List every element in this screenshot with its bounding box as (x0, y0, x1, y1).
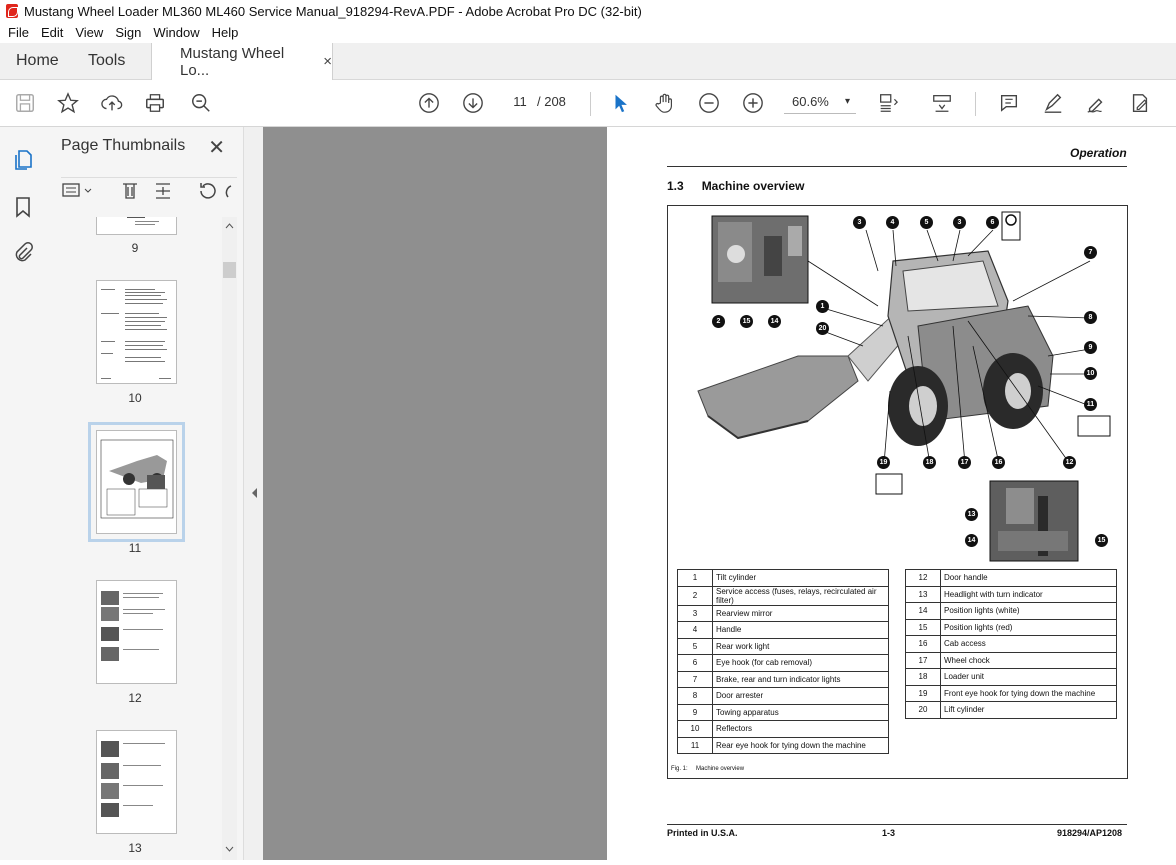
table-row: 18 Loader unit (906, 669, 1117, 686)
menu-file[interactable]: File (8, 25, 29, 40)
header-rule (667, 166, 1127, 167)
page-thumbnail-10[interactable] (96, 280, 177, 384)
tie-down-symbol-icon (876, 474, 902, 494)
parts-table-left (677, 569, 889, 754)
acrobat-logo-icon (6, 4, 18, 18)
menu-view[interactable]: View (75, 25, 104, 40)
callout-14b: 14 (965, 534, 978, 547)
bookmark-star-icon[interactable] (56, 91, 80, 115)
figure-caption-number: Fig. 1: (671, 766, 688, 772)
page-thumbnail-9[interactable] (96, 217, 177, 235)
thumbnail-label: 10 (128, 391, 142, 405)
page-thumbnails-icon[interactable] (11, 148, 35, 172)
callout-20: 20 (816, 322, 829, 335)
figure-caption (671, 766, 744, 772)
table-row: 7 Brake, rear and turn indicator lights (678, 671, 889, 688)
tab-close-icon[interactable]: × (323, 53, 332, 70)
window-title: Mustang Wheel Loader ML360 ML460 Service Manual_918294-RevA.PDF - Adobe Acrobat Pro DC (32-bit) (24, 3, 642, 19)
callout-3: 3 (853, 216, 866, 229)
menu-window[interactable]: Window (153, 25, 200, 40)
parts-table-right (905, 569, 1117, 719)
tie-down-symbol-icon (1078, 416, 1110, 436)
close-icon[interactable]: ✕ (208, 137, 225, 159)
chevron-down-icon: ▾ (844, 96, 850, 107)
select-cursor-icon[interactable] (609, 91, 633, 115)
callout-15b: 15 (1095, 534, 1108, 547)
callout-9: 9 (1084, 341, 1097, 354)
print-icon[interactable] (143, 91, 167, 115)
page-total: / 208 (537, 94, 566, 109)
prev-page-icon[interactable] (417, 91, 441, 115)
table-row: 12 Door handle (906, 570, 1117, 587)
table-row: 9 Towing apparatus (678, 704, 889, 721)
callout-19: 19 (877, 456, 890, 469)
tab-tools[interactable]: Tools (88, 52, 126, 69)
table-row: 2 Service access (fuses, relays, recirculated air filter) (678, 586, 889, 605)
footer-printed: Printed in U.S.A. (667, 828, 738, 838)
callout-3b: 3 (953, 216, 966, 229)
footer-doc-number: 918294/AP1208 (1057, 828, 1123, 838)
thumbnail-list[interactable] (45, 217, 223, 860)
callout-6: 6 (986, 216, 999, 229)
table-row: 5 Rear work light (678, 638, 889, 655)
toolbar-divider (590, 92, 591, 116)
page-thumbnail-12[interactable] (96, 580, 177, 684)
thumbnail-label: 12 (128, 691, 142, 705)
panel-splitter[interactable] (243, 127, 264, 860)
section-number: 1.3 (667, 179, 684, 193)
page-thumbnail-13[interactable] (96, 730, 177, 834)
hand-tool-icon[interactable] (653, 91, 677, 115)
table-row: 15 Position lights (red) (906, 619, 1117, 636)
delete-page-icon[interactable] (123, 184, 137, 198)
callout-14: 14 (768, 315, 781, 328)
table-row: 11 Rear eye hook for tying down the machine (678, 737, 889, 754)
section-heading (667, 179, 804, 193)
zoom-level-dropdown[interactable] (784, 91, 856, 114)
table-row: 16 Cab access (906, 636, 1117, 653)
tab-document-label: Mustang Wheel Lo... (180, 44, 285, 79)
page-thumbnail-11[interactable] (96, 430, 177, 534)
callout-5: 5 (920, 216, 933, 229)
callout-7: 7 (1084, 246, 1097, 259)
menu-sign[interactable]: Sign (115, 25, 142, 40)
callout-4: 4 (886, 216, 899, 229)
edit-pdf-icon[interactable] (1128, 91, 1152, 115)
attachment-icon[interactable] (11, 241, 35, 265)
thumbnail-label: 13 (128, 841, 142, 855)
panel-title: Page Thumbnails (61, 137, 186, 154)
table-row: 3 Rearview mirror (678, 605, 889, 622)
callout-12: 12 (1063, 456, 1076, 469)
toolbar-divider (975, 92, 976, 116)
scrollbar-thumb[interactable] (223, 262, 236, 278)
eye-hook-symbol-icon (1002, 212, 1020, 240)
callout-13: 13 (965, 508, 978, 521)
machine-overview-illustration (668, 206, 1125, 566)
table-row: 19 Front eye hook for tying down the machine (906, 685, 1117, 702)
thumbnail-tools (61, 177, 237, 204)
thumbnail-label: 11 (128, 541, 142, 555)
zoom-search-icon[interactable] (189, 91, 213, 115)
callout-2: 2 (712, 315, 725, 328)
table-row: 6 Eye hook (for cab removal) (678, 655, 889, 672)
menu-bar (0, 22, 1176, 43)
tab-home[interactable]: Home (16, 52, 59, 69)
section-title: Machine overview (701, 179, 805, 193)
page-header: Operation (1070, 146, 1127, 160)
menu-help[interactable]: Help (211, 25, 239, 40)
table-row: 20 Lift cylinder (906, 702, 1117, 719)
upload-icon[interactable] (100, 91, 124, 115)
table-row: 13 Headlight with turn indicator (906, 586, 1117, 603)
rotate-cw-icon[interactable] (226, 186, 231, 197)
callout-17: 17 (958, 456, 971, 469)
rotate-ccw-icon[interactable] (201, 183, 215, 198)
thumbnail-scrollbar[interactable] (222, 217, 237, 860)
callout-1: 1 (816, 300, 829, 313)
bookmark-icon[interactable] (11, 195, 35, 219)
page-fit-icon[interactable] (876, 91, 900, 115)
callout-15: 15 (740, 315, 753, 328)
sign-icon[interactable] (1084, 91, 1108, 115)
table-row: 8 Door arrester (678, 688, 889, 705)
figure-caption-text: Machine overview (696, 766, 745, 772)
next-page-icon[interactable] (461, 91, 485, 115)
thumbnail-label: 9 (131, 241, 139, 255)
highlight-icon[interactable] (1041, 91, 1065, 115)
table-row: 1 Tilt cylinder (678, 570, 889, 587)
callout-16: 16 (992, 456, 1005, 469)
table-row: 4 Handle (678, 622, 889, 639)
zoom-level-value: 60.6% (792, 94, 829, 109)
table-row: 10 Reflectors (678, 721, 889, 738)
thumbnail-options-icon[interactable] (63, 184, 91, 196)
navigation-rail (0, 127, 46, 860)
table-row: 14 Position lights (white) (906, 603, 1117, 620)
title-bar (0, 0, 1176, 22)
callout-8: 8 (1084, 311, 1097, 324)
zoom-out-icon[interactable] (697, 91, 721, 115)
callout-10: 10 (1084, 367, 1097, 380)
zoom-in-icon[interactable] (741, 91, 765, 115)
callout-11: 11 (1084, 398, 1097, 411)
comment-icon[interactable] (997, 91, 1021, 115)
table-row: 17 Wheel chock (906, 652, 1117, 669)
tab-document[interactable] (151, 43, 333, 80)
scroll-mode-icon[interactable] (930, 91, 954, 115)
menu-edit[interactable]: Edit (40, 25, 64, 40)
callout-18: 18 (923, 456, 936, 469)
insert-page-icon[interactable] (156, 184, 170, 198)
page-number-input[interactable]: 11 (505, 90, 535, 114)
footer-page-number: 1-3 (882, 828, 896, 838)
tab-bar (0, 43, 1176, 80)
footer-rule (667, 824, 1127, 825)
save-icon[interactable] (13, 91, 37, 115)
